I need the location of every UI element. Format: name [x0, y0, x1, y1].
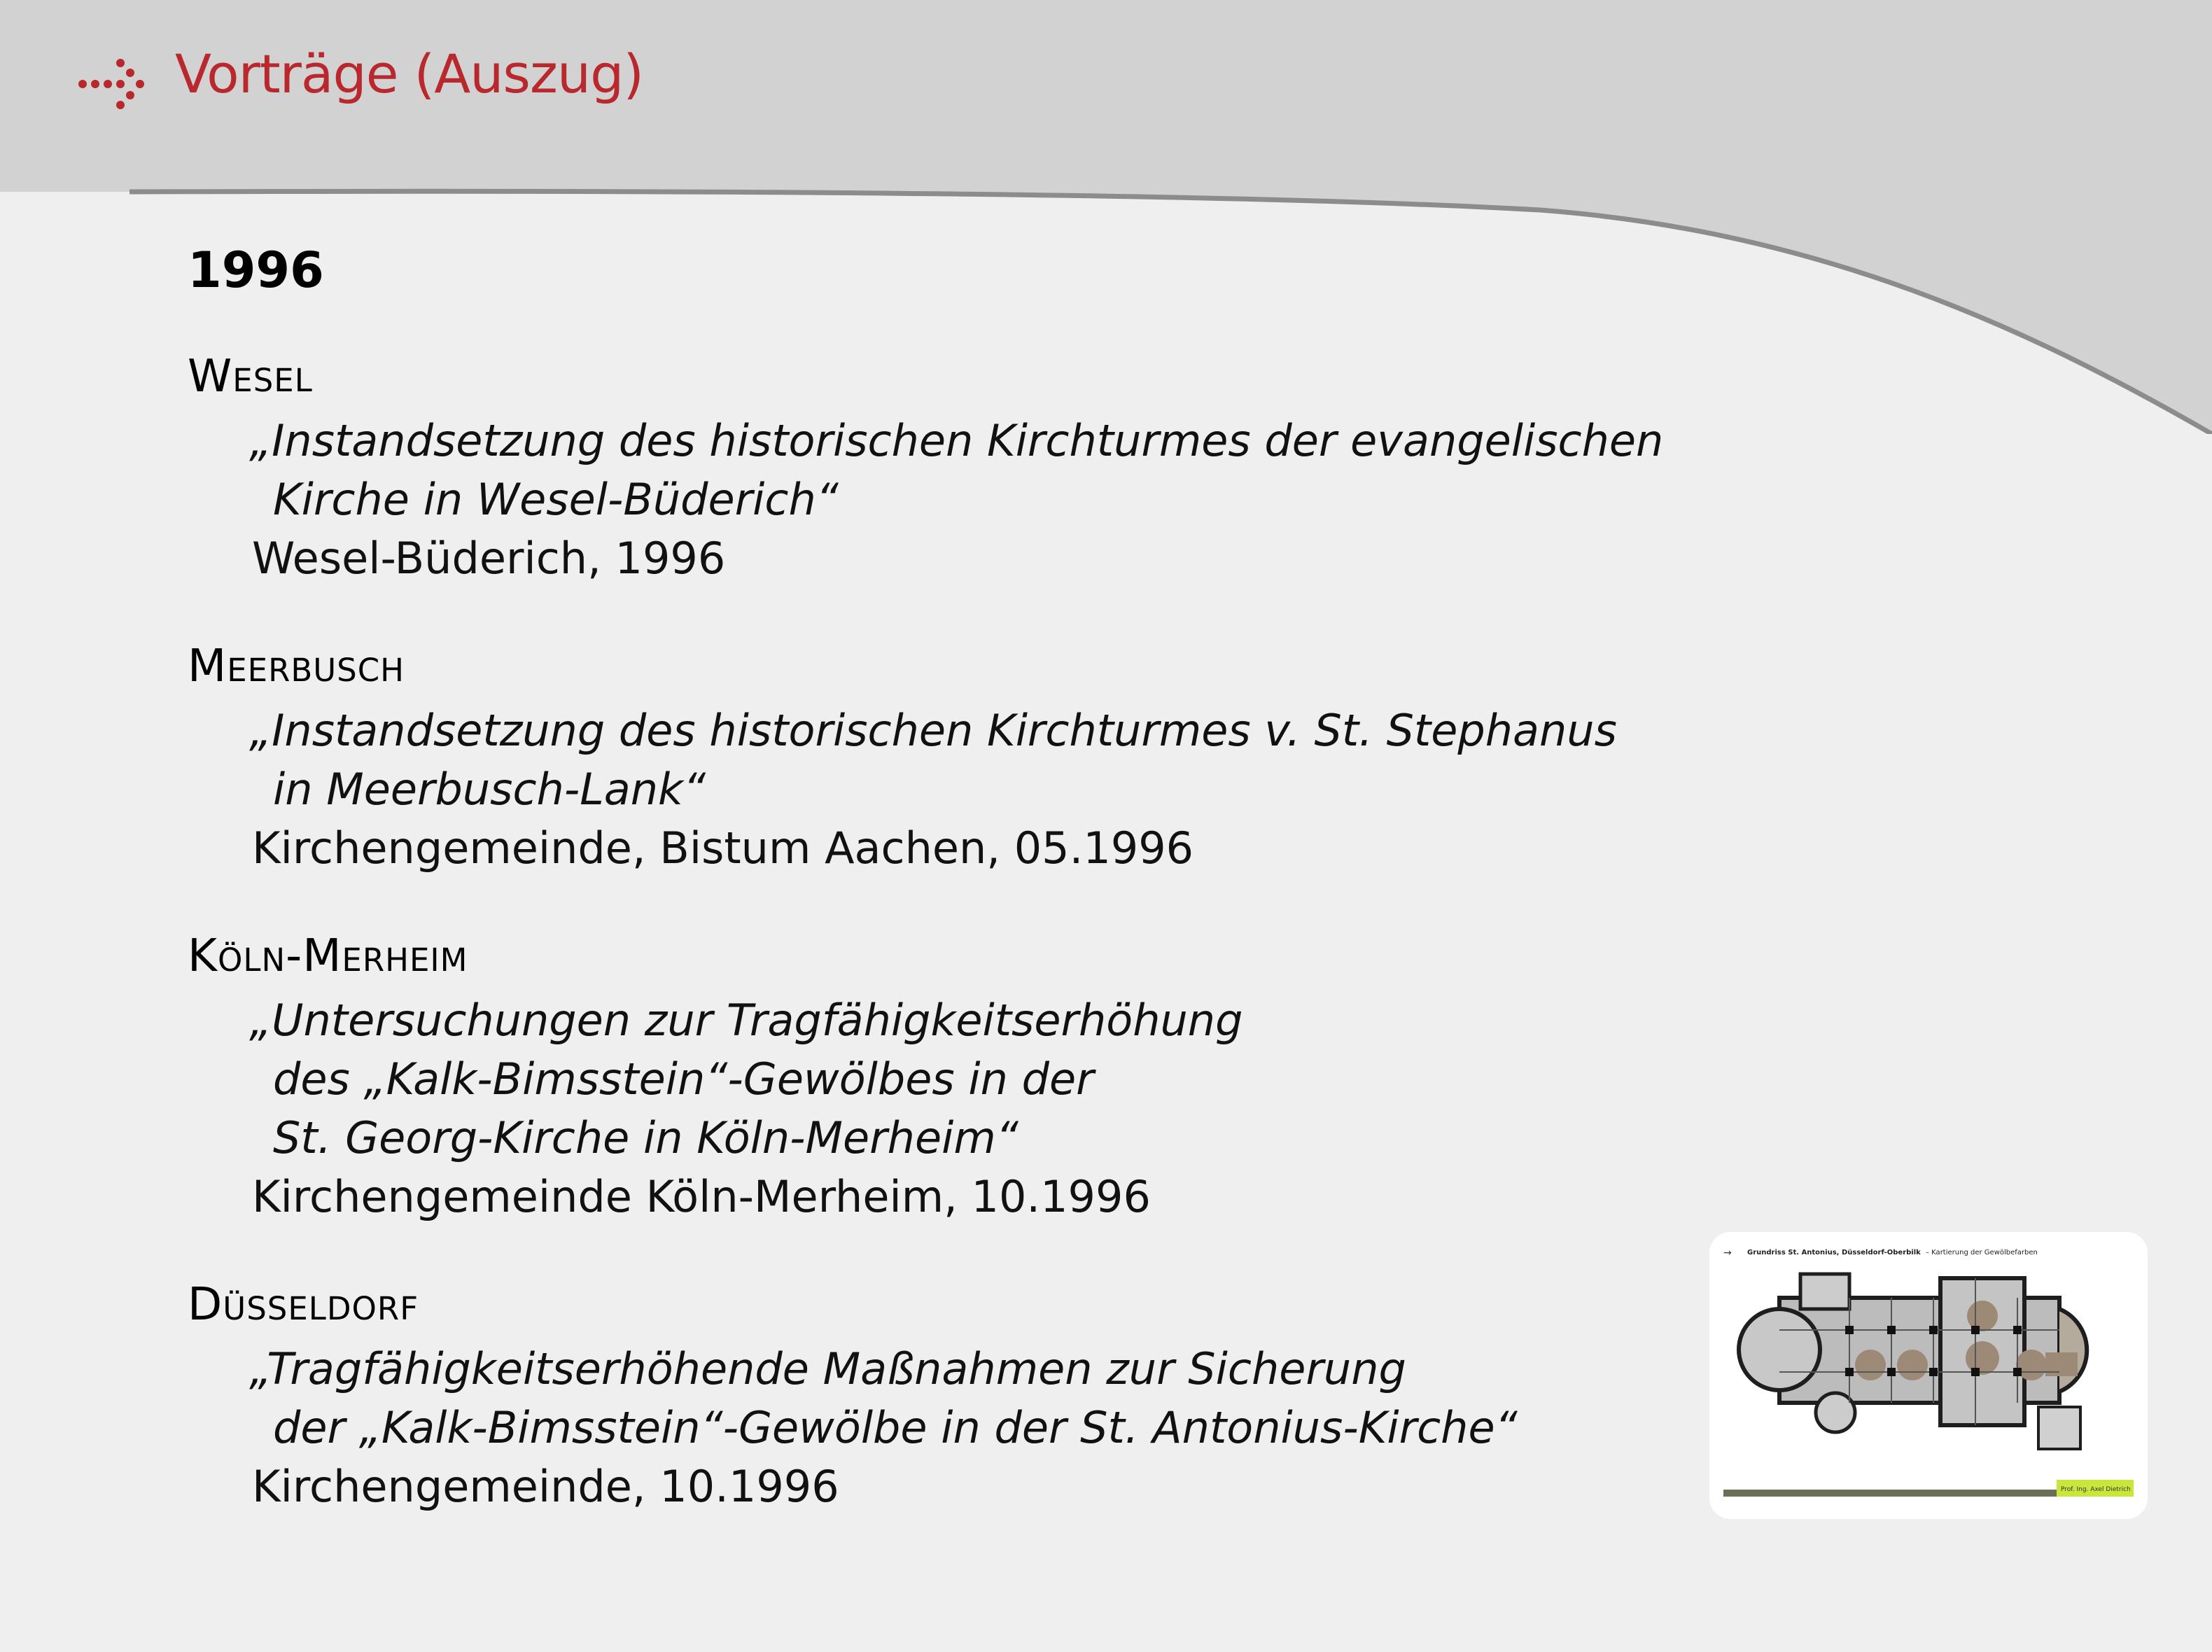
thumbnail-arrow-icon: → — [1723, 1247, 1732, 1259]
talk-title-line: „Instandsetzung des historischen Kirchturmes v. St. Stephanus — [249, 705, 1617, 756]
talk-title-line: „Instandsetzung des historischen Kirchturmes der evangelischen — [249, 415, 1664, 466]
talk-venue: Kirchengemeinde, Bistum Aachen, 05.1996 — [252, 822, 1194, 874]
thumbnail-caption: Grundriss St. Antonius, Düsseldorf-Oberbilk — [1747, 1249, 1921, 1256]
city-heading: Wesel — [188, 351, 313, 402]
talk-venue: Wesel-Büderich, 1996 — [252, 533, 726, 584]
year-heading: 1996 — [188, 241, 324, 299]
talk-title-line: „Untersuchungen zur Tragfähigkeitserhöhung — [249, 995, 1243, 1046]
talk-title-line: St. Georg-Kirche in Köln-Merheim“ — [273, 1112, 1018, 1163]
dotted-arrow-icon — [77, 53, 151, 115]
city-heading: Köln-Merheim — [188, 930, 468, 982]
talk-title-line: des „Kalk-Bimsstein“-Gewölbes in der — [273, 1054, 1094, 1105]
floor-plan-thumbnail — [1709, 1232, 2148, 1519]
talk-title — [249, 991, 1663, 1168]
talk-entry-duesseldorf — [188, 1275, 1658, 1516]
svg-text:Grundriss St. Antonius, Düssel — [1747, 1249, 2038, 1256]
talk-title-line: Kirche in Wesel-Büderich“ — [273, 474, 839, 525]
talk-entry-wesel — [188, 347, 1664, 588]
talk-title — [249, 701, 1663, 819]
city-heading: Meerbusch — [188, 640, 405, 692]
page-title: Vorträge (Auszug) — [175, 43, 643, 105]
talk-list — [188, 235, 1664, 1565]
floor-plan-tower — [1739, 1309, 1820, 1390]
talk-title — [249, 1340, 1663, 1457]
talk-entry-koeln-merheim — [188, 927, 1658, 1226]
floor-plan-image — [1709, 1232, 2148, 1519]
thumbnail-tag-label: Prof. Ing. Axel Dietrich — [2061, 1486, 2131, 1493]
thumbnail-caption-suffix: – Kartierung der Gewölbefarben — [1926, 1249, 2038, 1256]
floor-plan-sacristy — [2038, 1407, 2080, 1449]
talk-title — [249, 412, 1663, 529]
talk-title-line: in Meerbusch-Lank“ — [273, 764, 706, 815]
floor-plan-chapel — [1800, 1274, 1849, 1309]
talk-title-line: „Tragfähigkeitserhöhende Maßnahmen zur Sicherung — [249, 1343, 1406, 1394]
floor-plan-apse — [2059, 1309, 2087, 1392]
talk-venue: Kirchengemeinde Köln-Merheim, 10.1996 — [252, 1171, 1151, 1222]
talk-entry-meerbusch — [188, 637, 1658, 878]
city-heading: Düsseldorf — [188, 1279, 419, 1331]
talk-title-line: der „Kalk-Bimsstein“-Gewölbe in der St. Antonius-Kirche“ — [273, 1402, 1518, 1453]
talk-venue: Kirchengemeinde, 10.1996 — [252, 1461, 839, 1512]
